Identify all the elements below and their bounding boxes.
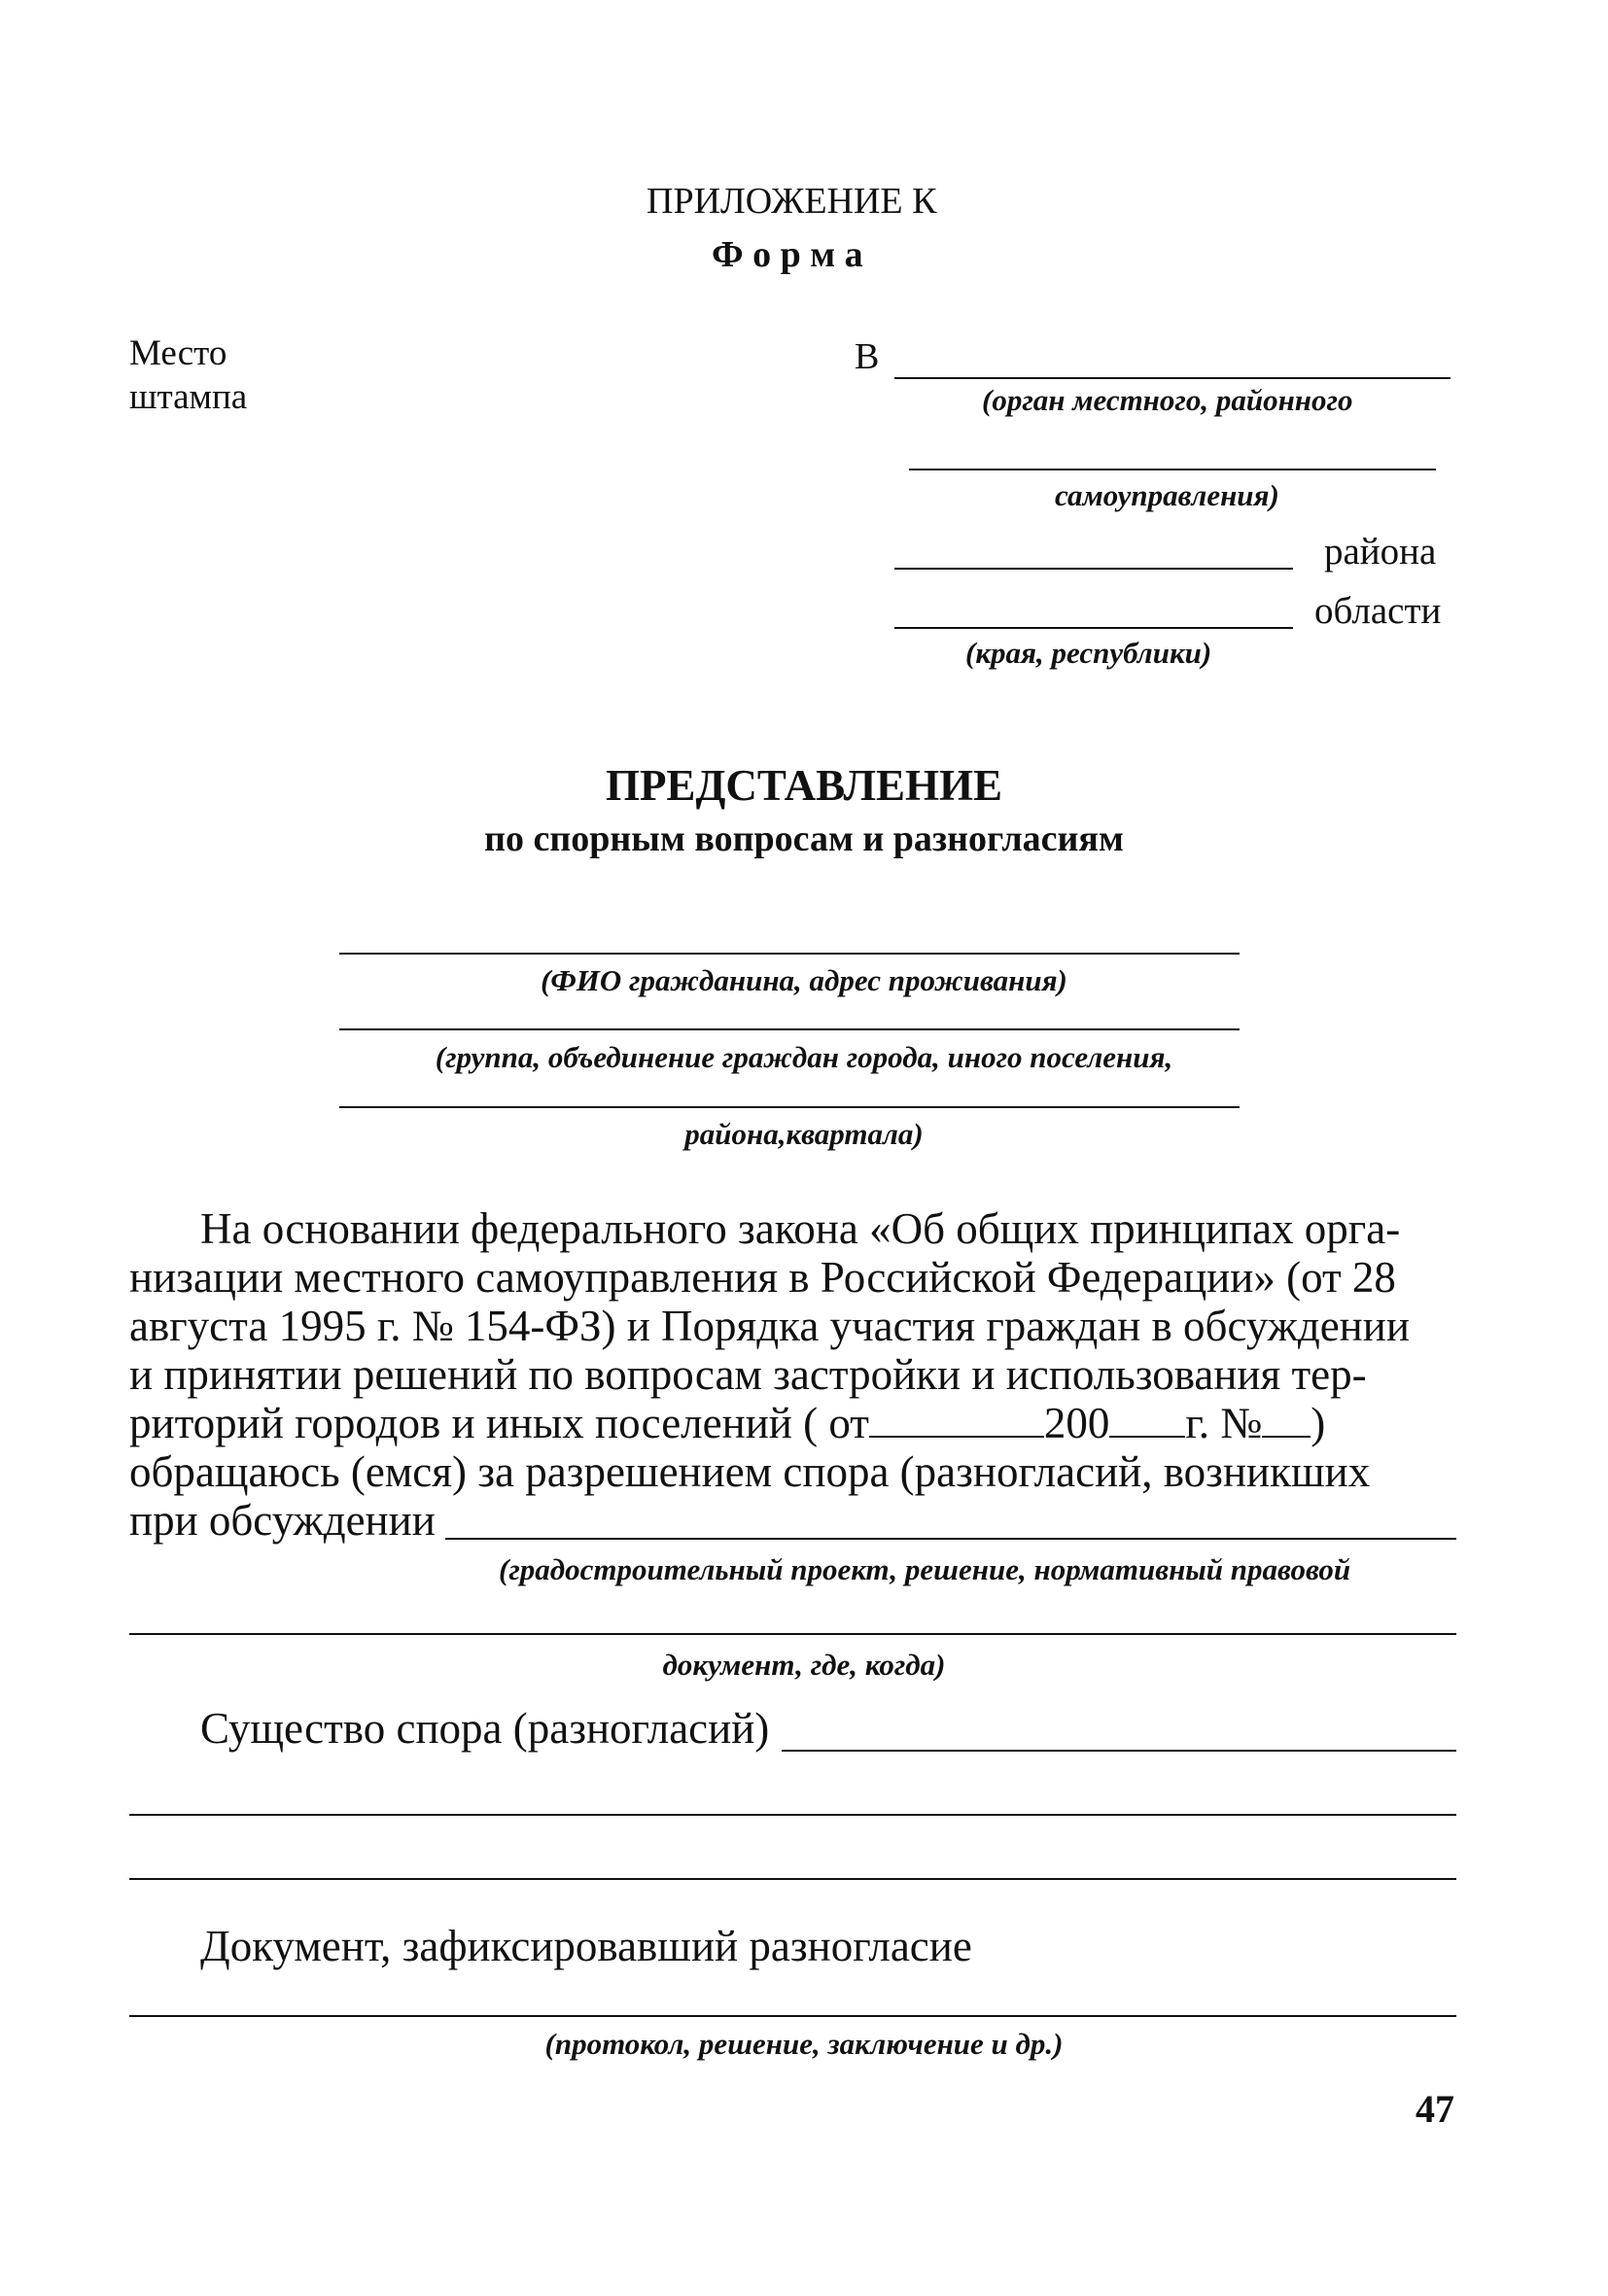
- body-line-5-text: риторий городов и иных поселений ( от: [129, 1399, 869, 1447]
- body-line-6: обращаюсь (емся) за разрешением спора (разногласий, возникших: [129, 1447, 1371, 1496]
- body-line-7: при обсуждении: [129, 1496, 436, 1545]
- body-line-5-end: ): [1311, 1399, 1326, 1447]
- applicant-field-3[interactable]: [339, 1106, 1240, 1108]
- region-label: области: [1314, 590, 1442, 632]
- year-text: 200: [1043, 1399, 1110, 1447]
- district-field[interactable]: [894, 568, 1293, 570]
- dispute-field-3[interactable]: [129, 1878, 1456, 1880]
- applicant-field-2[interactable]: [339, 1028, 1240, 1030]
- addressee-prefix: В: [855, 336, 880, 377]
- body-line-4: и принятии решений по вопросам застройки и использования тер-: [129, 1350, 1367, 1399]
- year-suffix-field[interactable]: [1109, 1407, 1185, 1438]
- document-caption: (протокол, решение, заключение и др.): [544, 2027, 1064, 2061]
- stamp-label-line1: Место: [129, 333, 227, 373]
- discussion-field[interactable]: [445, 1538, 1456, 1540]
- body-line-3: августа 1995 г. № 154-ФЗ) и Порядка участия граждан в обсуждении: [129, 1302, 1410, 1350]
- addressee-caption-2: самоуправления): [1055, 478, 1279, 512]
- addressee-caption-1: (орган местного, районного: [982, 383, 1353, 417]
- applicant-caption-3: района,квартала): [684, 1117, 924, 1151]
- document-field[interactable]: [129, 2015, 1456, 2017]
- district-label: района: [1324, 531, 1437, 573]
- stamp-label-line2: штампа: [129, 377, 248, 417]
- addressee-field-1[interactable]: [894, 377, 1451, 379]
- date-field[interactable]: [869, 1407, 1044, 1438]
- applicant-caption-1: (ФИО гражданина, адрес проживания): [541, 963, 1067, 997]
- dispute-field-1[interactable]: [782, 1750, 1456, 1752]
- document-title: ПРЕДСТАВЛЕНИЕ: [605, 761, 1003, 810]
- applicant-caption-2: (группа, объединение граждан города, иного поселения,: [435, 1040, 1173, 1074]
- applicant-field-1[interactable]: [339, 953, 1240, 955]
- region-caption: (края, республики): [965, 636, 1212, 670]
- discussion-caption-1: (градостроительный проект, решение, нормативный правовой: [499, 1552, 1351, 1586]
- number-field[interactable]: [1262, 1407, 1311, 1438]
- addressee-field-2[interactable]: [909, 469, 1436, 470]
- dispute-label: Существо спора (разногласий): [200, 1704, 770, 1753]
- body-line-1: На основании федерального закона «Об общих принципах орга-: [200, 1204, 1401, 1253]
- region-field[interactable]: [894, 627, 1293, 629]
- page-number: 47: [1416, 2087, 1454, 2131]
- number-sign-text: г. №: [1185, 1399, 1263, 1447]
- document-label: Документ, зафиксировавший разногласие: [200, 1922, 972, 1970]
- discussion-caption-2: документ, где, когда): [662, 1648, 946, 1682]
- body-line-5: [129, 1399, 1326, 1447]
- appendix-heading: ПРИЛОЖЕНИЕ К: [647, 181, 937, 222]
- discussion-field-2[interactable]: [129, 1633, 1456, 1635]
- dispute-field-2[interactable]: [129, 1814, 1456, 1816]
- body-line-2: низации местного самоуправления в Российской Федерации» (от 28: [129, 1253, 1396, 1302]
- document-subtitle: по спорным вопросам и разногласиям: [484, 818, 1124, 859]
- form-heading: Ф о р м а: [712, 234, 863, 275]
